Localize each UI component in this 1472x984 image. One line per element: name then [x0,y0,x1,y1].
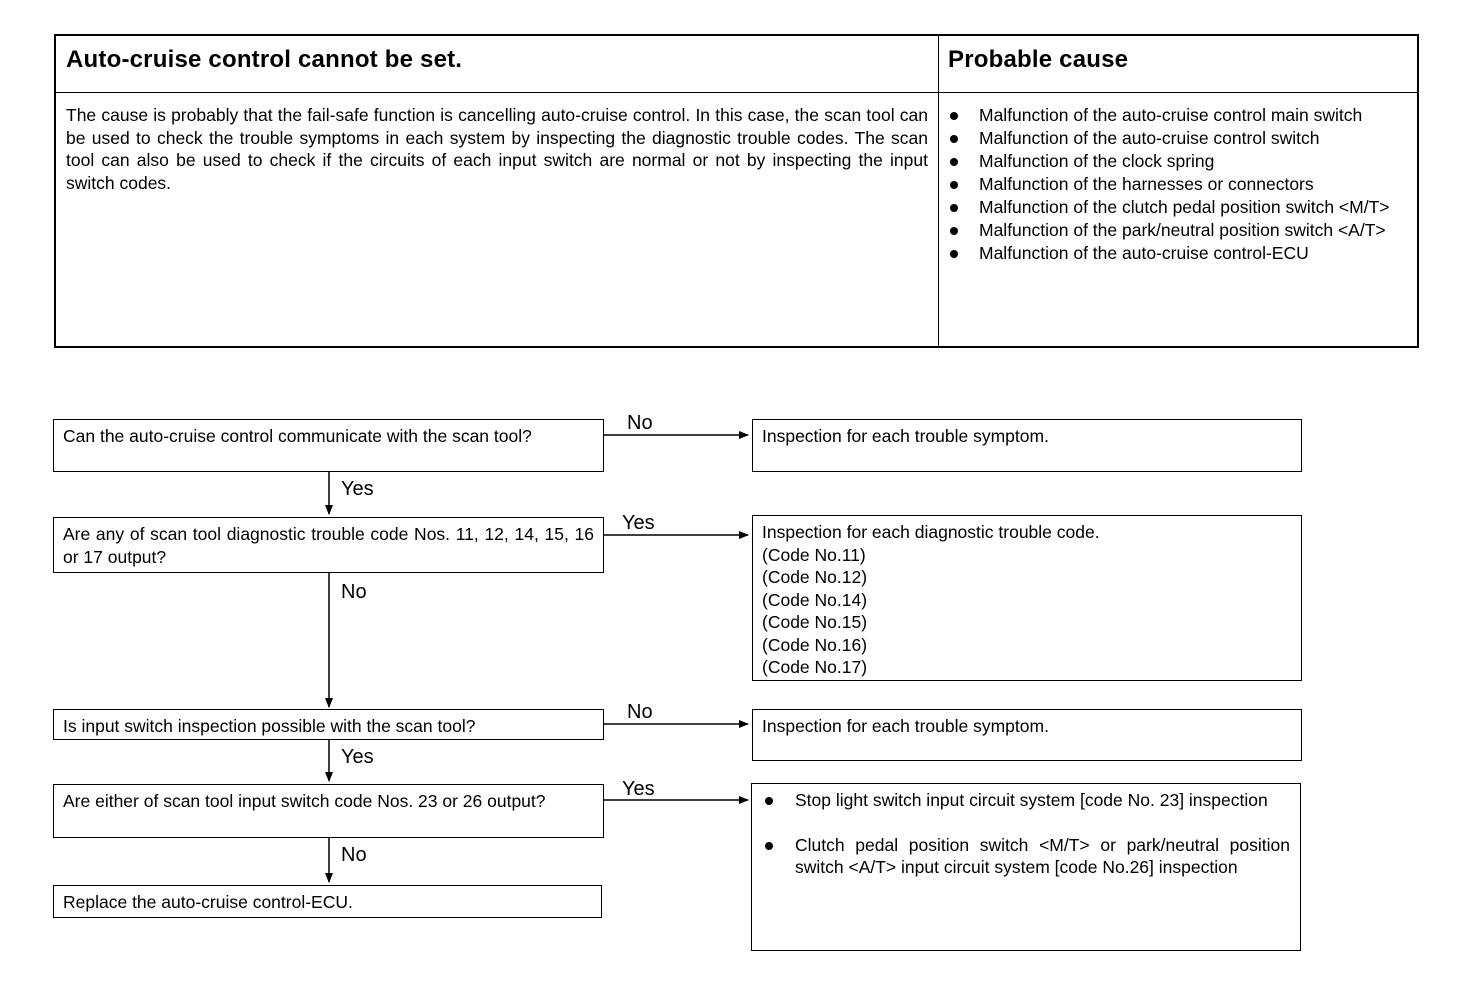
question-box-input-switch-codes [53,784,604,838]
symptom-title: Auto-cruise control cannot be set. [66,46,463,73]
result-text: Inspection for each trouble symptom. [762,426,1049,446]
label-q4-no: No [341,844,367,866]
question-box-trouble-codes [53,517,604,573]
cause-item: Malfunction of the clutch pedal position switch <M/T> [946,196,1408,219]
final-action-box [53,885,602,918]
label-q1-yes: Yes [341,478,374,500]
cause-item: Malfunction of the auto-cruise control switch [946,127,1408,150]
code-item: (Code No.14) [762,589,868,610]
result-box-input-switch-inspection [751,783,1301,951]
cause-item: Malfunction of the auto-cruise control main switch [946,104,1408,127]
cause-item: Malfunction of the auto-cruise control-ECU [946,242,1408,265]
question-box-input-switch-inspection [53,709,604,740]
cause-item: Malfunction of the clock spring [946,150,1408,173]
question-box-communicate [53,419,604,472]
code-item: (Code No.16) [762,634,868,655]
label-q3-no: No [627,701,653,723]
cause-item: Malfunction of the park/neutral position switch <A/T> [946,219,1408,242]
cause-item: Malfunction of the harnesses or connectors [946,173,1408,196]
result-text: Inspection for each trouble symptom. [762,716,1049,736]
code-item: (Code No.15) [762,612,868,632]
label-q1-no: No [627,412,653,434]
label-q4-yes: Yes [622,778,655,800]
code-item: (Code No.11) [762,544,866,565]
inspection-list [761,789,1290,901]
symptom-description: The cause is probably that the fail-safe function is cancelling auto-cruise control. In this case, the scan tool can be used to check the trouble symptoms in each system by inspecting the diagnostic trouble codes. The scan tool can also be used to check if the circuits of each input switch are normal or not by inspecting the input switch codes. [66,105,928,193]
code-item: (Code No.17) [762,657,868,677]
question-text: Can the auto-cruise control communicate with the scan tool? [63,426,532,446]
label-q3-yes: Yes [341,746,374,768]
probable-cause-header: Probable cause [948,46,1129,73]
question-text: Are any of scan tool diagnostic trouble code Nos. 11, 12, 14, 15, 16 or 17 output? [63,524,594,567]
result-heading: Inspection for each diagnostic trouble code. [762,522,1100,542]
question-text: Is input switch inspection possible with the scan tool? [63,716,476,736]
label-q2-no: No [341,581,367,603]
code-item: (Code No.12) [762,567,868,587]
final-action-text: Replace the auto-cruise control-ECU. [63,892,353,912]
result-box-trouble-symptom [752,419,1302,472]
inspection-item: Stop light switch input circuit system [code No. 23] inspection [761,789,1290,812]
result-box-trouble-symptom-2 [752,709,1302,761]
inspection-item: Clutch pedal position switch <M/T> or park/neutral position switch <A/T> input circuit system [code No.26] inspection [761,834,1290,879]
label-q2-yes: Yes [622,512,655,534]
result-box-diagnostic-codes [752,515,1302,681]
question-text: Are either of scan tool input switch code Nos. 23 or 26 output? [63,791,546,811]
